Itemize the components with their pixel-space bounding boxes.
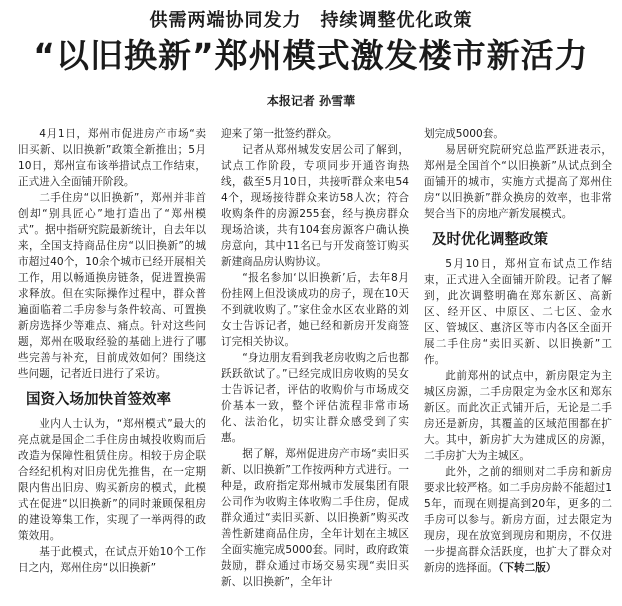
paragraph: 记者从郑州城发安居公司了解到，试点工作阶段，专项同步开通咨询热线，截至5月10日，共接听群众来电544个，现场接待群众来访58人次；符合收购条件的房源255套，经与换房群众现场洽谈，共有104套房源客户确认换房意向，其中11名已与开发商签订购买新建商品房认购协议。	[221, 144, 409, 268]
column-3	[424, 126, 612, 602]
paragraph: 易居研究院研究总监严跃进表示，郑州是全国首个“以旧换新”从试点到全面铺开的城市，实施方式提高了郑州住房“以旧换新”群众换房的效率，也非常契合当下的房地产新发展模式。	[424, 144, 612, 220]
paragraph: “身边朋友看到我老房收购之后也都跃跃欲试了。”已经完成旧房收购的吴女士告诉记者，评估的收购价与市场成交价基本一致，整个评估流程非常市场化、法治化，切实让群众感受到了实惠。	[221, 352, 409, 444]
paragraph: 此前郑州的试点中，新房限定为主城区房源，二手房限定为金水区和郑东新区。而此次正式铺开后，无论是二手房还是新房，其覆盖的区域范围都在扩大。其中，新房扩大为建成区的房源，二手房扩大为主城区。	[424, 370, 612, 462]
continued-on-page-2[interactable]: （下转二版）	[498, 562, 557, 574]
column-1	[18, 126, 206, 602]
paragraph: 5月10日，郑州宣布试点工作结束，正式进入全面铺开阶段。记者了解到，此次调整明确在郑东新区、高新区、经开区、中原区、二七区、金水区、管城区、惠济区等市内各区全面开展二手住房“卖旧买新、以旧换新”工作。	[424, 258, 612, 366]
paragraph: 4月1日，郑州市促进房产市场“卖旧买新、以旧换新”政策全新推出；5月10日，郑州宣布该举措试点工作结束，正式进入全面铺开阶段。	[18, 128, 206, 188]
paragraph	[424, 464, 612, 576]
column-2	[221, 126, 409, 602]
paragraph-text: 此外，之前的细则对二手房和新房要求比较严格。如二手房房龄不能超过15年，而现在则提高到20年，更多的二手房可以参与。新房方面，过去限定为现房，现在放宽到现房和期房，不仅进一步提高群众活跃度，也扩大了群众对新房的选择面。	[424, 466, 612, 574]
paragraph: “报名参加‘以旧换新’后，去年8月份挂网上但没谈成功的房子，现在10天不到就收购了。”家住金水区农业路的刘女士告诉记者，她已经和新房开发商签订完相关协议。	[221, 272, 409, 348]
subheading: 国资入场加快首签效率	[26, 392, 171, 408]
paragraph: 业内人士认为，“郑州模式”最大的亮点就是国企二手住房由城投收购而后改造为保障性租赁住房。相较于房企联合经纪机构对旧房优先推售，在一定期限内售出旧房、购买新房的模式，此模式在促进“以旧换新”的同时兼顾保租房的建设筹集工作，实现了一举两得的政策效用。	[18, 418, 206, 542]
paragraph: 据了解，郑州促进房产市场“卖旧买新、以旧换新”工作按两种方式进行。一种是，政府指定郑州城市发展集团有限公司作为收购主体收购二手住房，促成群众通过“卖旧买新、以旧换新”购买改善性新建商品住房，全年计划在主城区全面实施完成5000套。同时，政府政策鼓励，群众通过市场交易实现“卖旧买新、以旧换新”，全年计	[221, 448, 409, 588]
paragraph: 迎来了第一批签约群众。	[221, 128, 338, 140]
main-headline: “以旧换新”郑州模式激发楼市新活力	[33, 36, 589, 75]
paragraph: 二手住房“以旧换新”，郑州并非首创却“别具匠心”地打造出了“郑州模式”。据中指研究院最新统计，自去年以来，全国支持商品住房“以旧换新”的城市超过40个，10余个城市已经开展相关工作，用以畅通换房链条，促进置换需求释放。但在实际操作过程中，群众普遍面临着二手房参与条件较高、可置换新房选择少等难点、痛点。针对这些问题，郑州在吸取经验的基础上进行了哪些完善与补充，目前成效如何？围绕这些问题，记者近日进行了采访。	[18, 192, 206, 380]
byline: 本报记者 孙雪華	[266, 94, 356, 108]
article-body	[18, 126, 612, 602]
paragraph: 基于此模式，在试点开始10个工作日之内，郑州住房“以旧换新”	[18, 546, 206, 574]
paragraph: 划完成5000套。	[424, 128, 504, 140]
kicker-headline: 供需两端协同发力 持续调整优化政策	[149, 10, 473, 31]
subheading: 及时优化调整政策	[432, 232, 548, 248]
